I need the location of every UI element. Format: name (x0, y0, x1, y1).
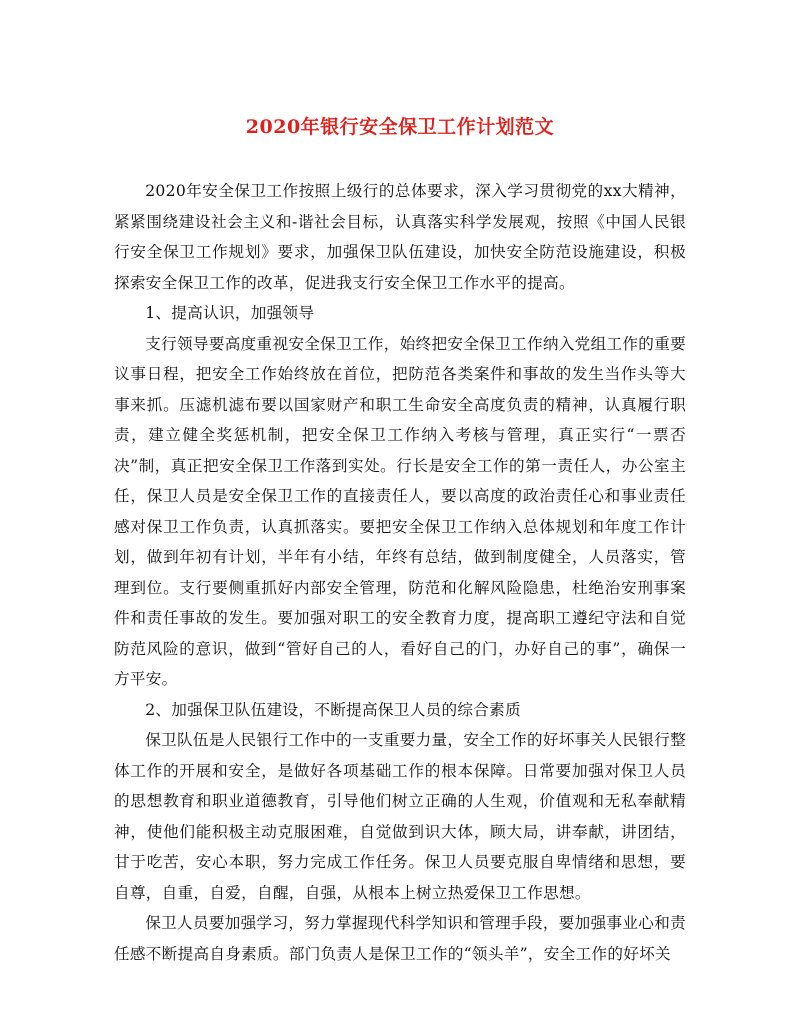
intro-paragraph: 2020年安全保卫工作按照上级行的总体要求，深入学习贯彻党的xx大精神，紧紧围绕建设社会主义和-谐社会目标，认真落实科学发展观，按照《中国人民银行安全保卫工作规划》要求，加强保卫队伍建设，加快安全防范设施建设，积极探索安全保卫工作的改革，促进我支行安全保卫工作水平的提高。 (114, 182, 686, 292)
document-title: 2020年银行安全保卫工作计划范文 (245, 116, 555, 138)
document-body (114, 176, 686, 969)
section-2-paragraph-2: 保卫人员要加强学习，努力掌握现代科学知识和管理手段，要加强事业心和责任感不断提高自身素质。部门负责人是保卫工作的“领头羊”，安全工作的好坏关 (114, 914, 686, 963)
section-2-paragraph-1: 保卫队伍是人民银行工作中的一支重要力量，安全工作的好坏事关人民银行整体工作的开展和安全，是做好各项基础工作的根本保障。日常要加强对保卫人员的思想教育和职业道德教育，引导他们树立正确的人生观，价值观和无私奉献精神，使他们能积极主动克服困难，自觉做到识大体，顾大局，讲奉献，讲团结，甘于吃苦，安心本职，努力完成工作任务。保卫人员要克服自卑情绪和思想，要自尊，自重，自爱，自醒，自强，从根本上树立热爱保卫工作思想。 (114, 731, 686, 902)
section-1-paragraph: 支行领导要高度重视安全保卫工作，始终把安全保卫工作纳入党组工作的重要议事日程，把安全工作始终放在首位，把防范各类案件和事故的发生当作头等大事来抓。压滤机滤布要以国家财产和职工生命安全高度负责的精神，认真履行职责，建立健全奖惩机制，把安全保卫工作纳入考核与管理，真正实行“一票否决”制，真正把安全保卫工作落到实处。行长是安全工作的第一责任人，办公室主任，保卫人员是安全保卫工作的直接责任人，要以高度的政治责任心和事业责任感对保卫工作负责，认真抓落实。要把安全保卫工作纳入总体规划和年度工作计划，做到年初有计划，半年有小结，年终有总结，做到制度健全，人员落实，管理到位。支行要侧重抓好内部安全管理，防范和化解风险隐患，杜绝治安刑事案件和责任事故的发生。要加强对职工的安全教育力度，提高职工遵纪守法和自觉防范风险的意识，做到“管好自己的人，看好自己的门，办好自己的事”，确保一方平安。 (114, 334, 686, 688)
section-heading-1: 1、提高认识，加强领导 (145, 304, 315, 322)
section-heading-2: 2、加强保卫队伍建设，不断提高保卫人员的综合素质 (145, 700, 521, 719)
